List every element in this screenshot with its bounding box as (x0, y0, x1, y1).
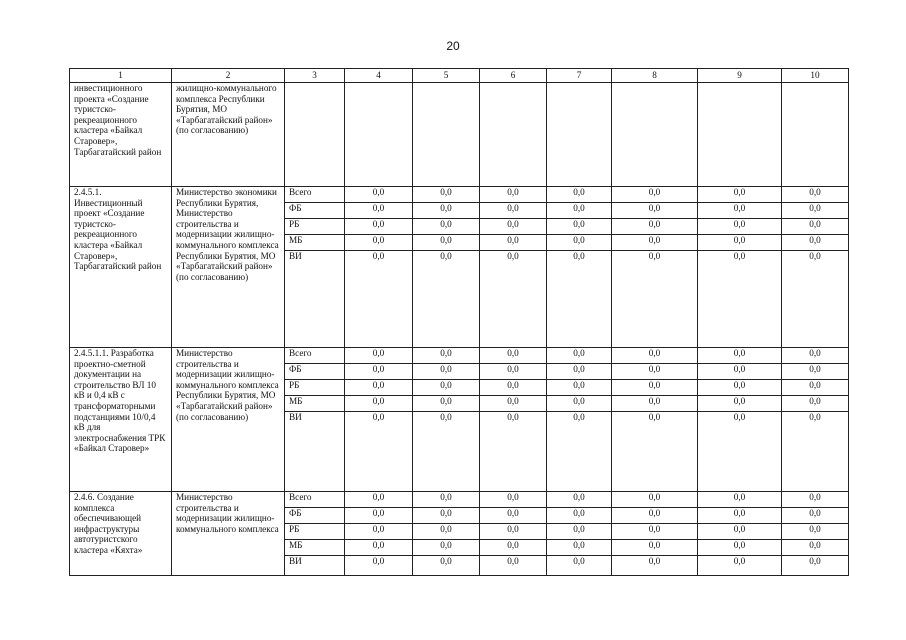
amount-cell: 0,0 (698, 412, 782, 492)
amount-cell: 0,0 (413, 396, 480, 412)
empty-cell (413, 83, 480, 187)
amount-cell: 0,0 (612, 396, 698, 412)
funding-source: МБ (285, 235, 345, 251)
amount-cell: 0,0 (612, 556, 698, 576)
amount-cell: 0,0 (547, 508, 612, 524)
amount-cell: 0,0 (782, 251, 849, 348)
table-row (70, 187, 849, 203)
amount-cell: 0,0 (413, 524, 480, 540)
amount-cell: 0,0 (480, 556, 547, 576)
executor-cell: Министерство строительства и модернизации жилищно-коммунального комплекса (172, 492, 285, 576)
amount-cell: 0,0 (413, 251, 480, 348)
amount-cell: 0,0 (345, 219, 413, 235)
measure-description: инвестиционного проекта «Создание туристско-рекреационного кластера «Байкал Старовер», Тарбагатайский район (70, 83, 172, 187)
amount-cell: 0,0 (782, 524, 849, 540)
amount-cell: 0,0 (345, 492, 413, 508)
amount-cell: 0,0 (345, 348, 413, 364)
table-body (70, 69, 849, 576)
amount-cell: 0,0 (345, 364, 413, 380)
amount-cell: 0,0 (782, 412, 849, 492)
funding-source: ВИ (285, 556, 345, 576)
amount-cell: 0,0 (345, 412, 413, 492)
amount-cell: 0,0 (345, 203, 413, 219)
amount-cell: 0,0 (345, 540, 413, 556)
funding-source: Всего (285, 187, 345, 203)
amount-cell: 0,0 (480, 187, 547, 203)
amount-cell: 0,0 (612, 508, 698, 524)
funding-source: РБ (285, 524, 345, 540)
amount-cell: 0,0 (698, 524, 782, 540)
amount-cell: 0,0 (698, 235, 782, 251)
empty-cell (285, 83, 345, 187)
empty-cell (345, 83, 413, 187)
amount-cell: 0,0 (782, 396, 849, 412)
amount-cell: 0,0 (547, 524, 612, 540)
funding-source: РБ (285, 380, 345, 396)
amount-cell: 0,0 (480, 219, 547, 235)
amount-cell: 0,0 (480, 540, 547, 556)
amount-cell: 0,0 (612, 187, 698, 203)
executor-cell: Министерство экономики Республики Бурятия, Министерство строительства и модернизации жилищно-коммунального комплекса Республики Бурятия, МО «Тарбагатайский район» (по согласованию) (172, 187, 285, 348)
amount-cell: 0,0 (480, 235, 547, 251)
funding-source: РБ (285, 219, 345, 235)
measure-description: 2.4.5.1. Инвестиционный проект «Создание туристско-рекреационного кластера «Байкал Старовер», Тарбагатайский район (70, 187, 172, 348)
amount-cell: 0,0 (782, 235, 849, 251)
amount-cell: 0,0 (612, 492, 698, 508)
amount-cell: 0,0 (698, 251, 782, 348)
amount-cell: 0,0 (547, 364, 612, 380)
amount-cell: 0,0 (547, 348, 612, 364)
amount-cell: 0,0 (413, 187, 480, 203)
empty-cell (612, 83, 698, 187)
amount-cell: 0,0 (612, 524, 698, 540)
amount-cell: 0,0 (345, 380, 413, 396)
amount-cell: 0,0 (698, 380, 782, 396)
amount-cell: 0,0 (547, 235, 612, 251)
funding-source: ФБ (285, 203, 345, 219)
amount-cell: 0,0 (612, 540, 698, 556)
empty-cell (782, 83, 849, 187)
amount-cell: 0,0 (698, 219, 782, 235)
funding-source: ФБ (285, 364, 345, 380)
column-header: 8 (612, 69, 698, 83)
amount-cell: 0,0 (345, 251, 413, 348)
amount-cell: 0,0 (782, 540, 849, 556)
amount-cell: 0,0 (547, 492, 612, 508)
column-header: 6 (480, 69, 547, 83)
empty-cell (547, 83, 612, 187)
amount-cell: 0,0 (612, 364, 698, 380)
amount-cell: 0,0 (413, 492, 480, 508)
amount-cell: 0,0 (698, 203, 782, 219)
amount-cell: 0,0 (782, 203, 849, 219)
funding-source: ВИ (285, 251, 345, 348)
amount-cell: 0,0 (413, 219, 480, 235)
amount-cell: 0,0 (413, 380, 480, 396)
amount-cell: 0,0 (698, 508, 782, 524)
amount-cell: 0,0 (547, 540, 612, 556)
amount-cell: 0,0 (345, 235, 413, 251)
empty-cell (480, 83, 547, 187)
amount-cell: 0,0 (612, 380, 698, 396)
amount-cell: 0,0 (413, 348, 480, 364)
amount-cell: 0,0 (782, 508, 849, 524)
amount-cell: 0,0 (612, 235, 698, 251)
column-header: 3 (285, 69, 345, 83)
funding-source: МБ (285, 396, 345, 412)
measure-description: 2.4.6. Создание комплекса обеспечивающей инфраструктуры автотуристского кластера «Кяхта» (70, 492, 172, 576)
amount-cell: 0,0 (480, 364, 547, 380)
table-row (70, 348, 849, 364)
amount-cell: 0,0 (612, 203, 698, 219)
continuation-row (70, 83, 849, 187)
amount-cell: 0,0 (547, 556, 612, 576)
funding-source: Всего (285, 492, 345, 508)
measure-description: 2.4.5.1.1. Разработка проектно-сметной документации на строительство ВЛ 10 кВ и 0,4 кВ с трансформаторными подстанциями 10/0,4 кВ для электроснабжения ТРК «Байкал Старовер» (70, 348, 172, 492)
amount-cell: 0,0 (480, 348, 547, 364)
amount-cell: 0,0 (480, 251, 547, 348)
amount-cell: 0,0 (413, 540, 480, 556)
column-header: 1 (70, 69, 172, 83)
amount-cell: 0,0 (698, 492, 782, 508)
amount-cell: 0,0 (698, 348, 782, 364)
amount-cell: 0,0 (413, 412, 480, 492)
amount-cell: 0,0 (547, 203, 612, 219)
amount-cell: 0,0 (698, 540, 782, 556)
amount-cell: 0,0 (413, 203, 480, 219)
amount-cell: 0,0 (480, 524, 547, 540)
amount-cell: 0,0 (345, 396, 413, 412)
amount-cell: 0,0 (782, 556, 849, 576)
amount-cell: 0,0 (612, 219, 698, 235)
amount-cell: 0,0 (480, 492, 547, 508)
amount-cell: 0,0 (547, 396, 612, 412)
amount-cell: 0,0 (782, 187, 849, 203)
amount-cell: 0,0 (782, 380, 849, 396)
amount-cell: 0,0 (698, 396, 782, 412)
funding-source: Всего (285, 348, 345, 364)
amount-cell: 0,0 (480, 412, 547, 492)
amount-cell: 0,0 (782, 348, 849, 364)
amount-cell: 0,0 (345, 508, 413, 524)
amount-cell: 0,0 (698, 364, 782, 380)
executor-cell: жилищно-коммунального комплекса Республики Бурятия, МО «Тарбагатайский район» (по согласованию) (172, 83, 285, 187)
amount-cell: 0,0 (480, 396, 547, 412)
executor-cell: Министерство строительства и модернизации жилищно-коммунального комплекса Республики Бурятия, МО «Тарбагатайский район» (по согласованию) (172, 348, 285, 492)
column-header: 4 (345, 69, 413, 83)
column-header: 2 (172, 69, 285, 83)
page-number: 20 (446, 39, 460, 53)
amount-cell: 0,0 (612, 251, 698, 348)
funding-source: МБ (285, 540, 345, 556)
amount-cell: 0,0 (547, 219, 612, 235)
amount-cell: 0,0 (547, 187, 612, 203)
amount-cell: 0,0 (612, 412, 698, 492)
amount-cell: 0,0 (480, 380, 547, 396)
funding-source: ФБ (285, 508, 345, 524)
amount-cell: 0,0 (345, 524, 413, 540)
amount-cell: 0,0 (782, 219, 849, 235)
amount-cell: 0,0 (413, 508, 480, 524)
amount-cell: 0,0 (413, 364, 480, 380)
amount-cell: 0,0 (698, 187, 782, 203)
amount-cell: 0,0 (480, 203, 547, 219)
amount-cell: 0,0 (698, 556, 782, 576)
program-table (69, 68, 849, 576)
amount-cell: 0,0 (413, 556, 480, 576)
column-header: 10 (782, 69, 849, 83)
empty-cell (698, 83, 782, 187)
header-row (70, 69, 849, 83)
amount-cell: 0,0 (480, 508, 547, 524)
amount-cell: 0,0 (547, 251, 612, 348)
amount-cell: 0,0 (612, 348, 698, 364)
amount-cell: 0,0 (782, 364, 849, 380)
amount-cell: 0,0 (782, 492, 849, 508)
column-header: 9 (698, 69, 782, 83)
column-header: 5 (413, 69, 480, 83)
column-header: 7 (547, 69, 612, 83)
amount-cell: 0,0 (547, 380, 612, 396)
funding-source: ВИ (285, 412, 345, 492)
amount-cell: 0,0 (345, 556, 413, 576)
amount-cell: 0,0 (345, 187, 413, 203)
amount-cell: 0,0 (413, 235, 480, 251)
amount-cell: 0,0 (547, 412, 612, 492)
table-row (70, 492, 849, 508)
